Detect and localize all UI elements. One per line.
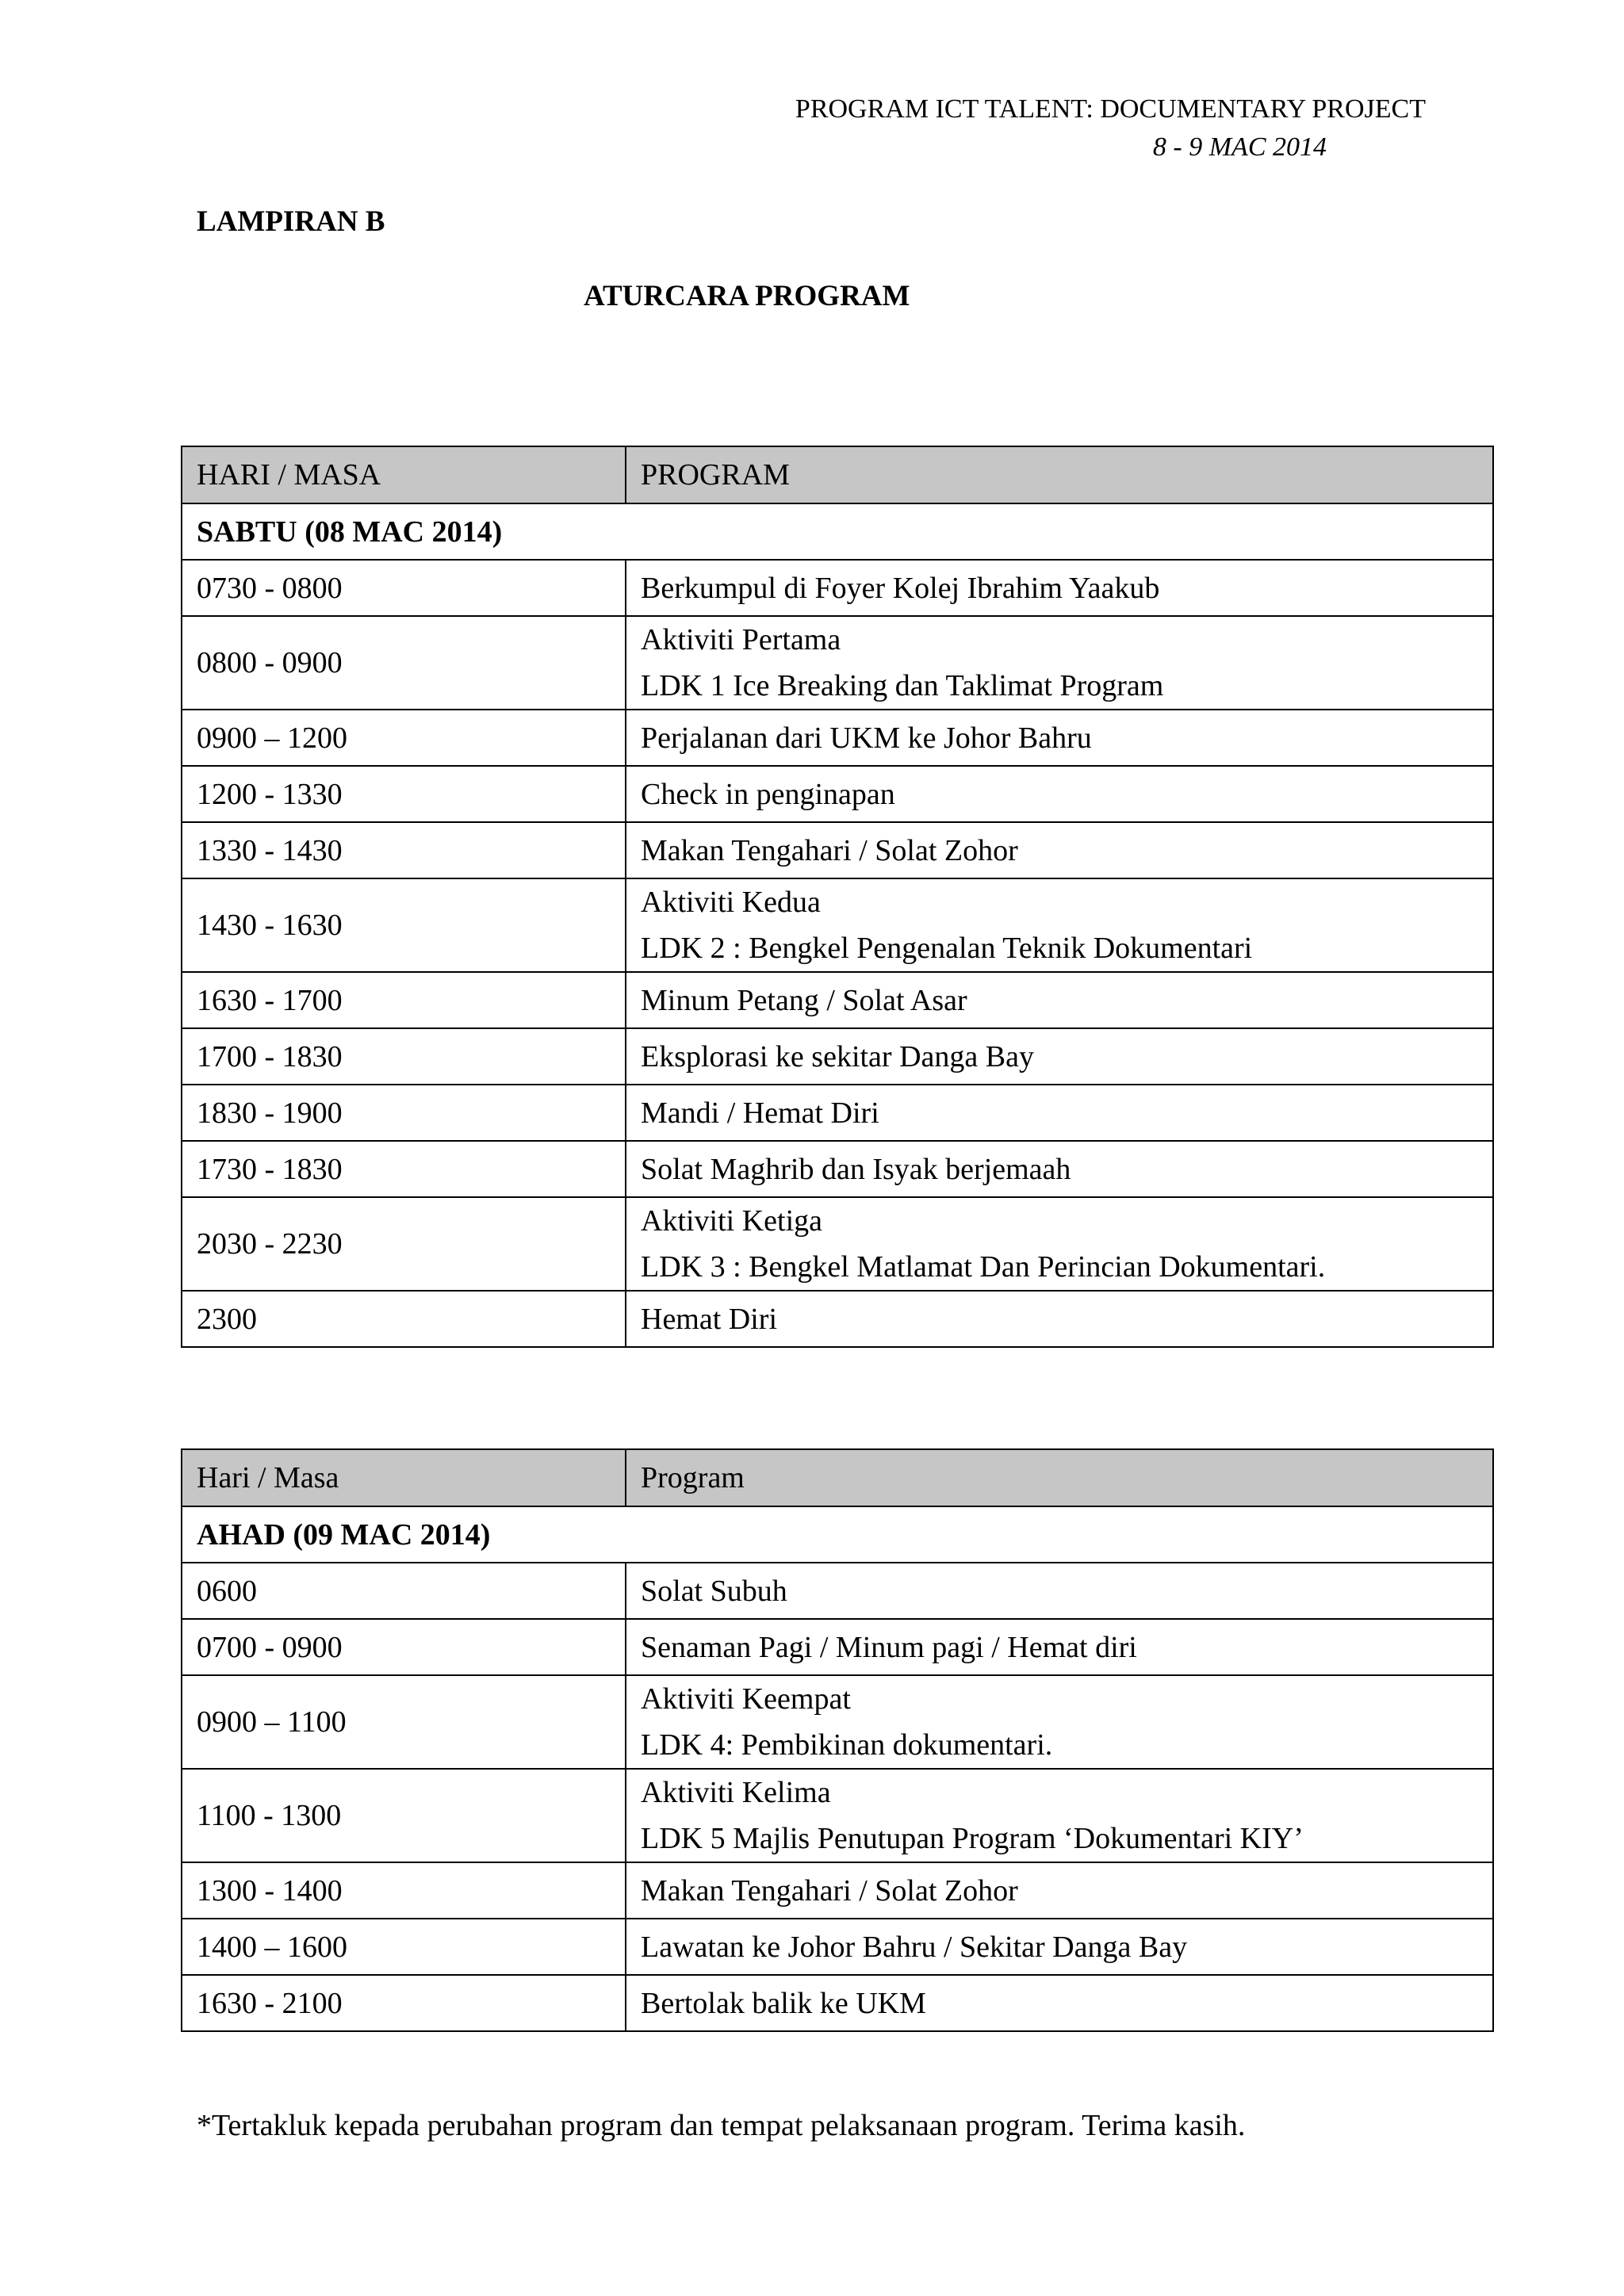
- table-row: [182, 1769, 1493, 1862]
- day-label: AHAD (09 MAC 2014): [182, 1506, 1493, 1563]
- header-date: 8 - 9 MAC 2014: [1152, 132, 1327, 162]
- program-line: LDK 5 Majlis Penutupan Program ‘Dokumentari KIY’: [641, 1822, 1304, 1855]
- column-header-time: Hari / Masa: [182, 1449, 626, 1506]
- table-row: [182, 1028, 1493, 1085]
- table-row: [182, 1862, 1493, 1919]
- program-cell: [626, 1675, 1493, 1769]
- time-cell: 1330 - 1430: [182, 822, 626, 878]
- table-row: [182, 1919, 1493, 1975]
- program-cell: Eksplorasi ke sekitar Danga Bay: [626, 1028, 1493, 1085]
- table-row: [182, 1291, 1493, 1347]
- time-cell: 1400 – 1600: [182, 1919, 626, 1975]
- appendix-label: LAMPIRAN B: [197, 205, 385, 238]
- program-cell: [626, 878, 1493, 972]
- program-line: Aktiviti Kelima: [641, 1776, 831, 1809]
- program-cell: Perjalanan dari UKM ke Johor Bahru: [626, 710, 1493, 766]
- table-row: [182, 822, 1493, 878]
- time-cell: 1630 - 1700: [182, 972, 626, 1028]
- program-cell: Berkumpul di Foyer Kolej Ibrahim Yaakub: [626, 560, 1493, 616]
- column-header-program: PROGRAM: [626, 446, 1493, 503]
- day-row: [182, 503, 1493, 560]
- header-title: PROGRAM ICT TALENT: DOCUMENTARY PROJECT: [795, 94, 1426, 124]
- program-line: Aktiviti Ketiga: [641, 1204, 823, 1238]
- table-row: [182, 1619, 1493, 1675]
- program-cell: Senaman Pagi / Minum pagi / Hemat diri: [626, 1619, 1493, 1675]
- table-row: [182, 1085, 1493, 1141]
- table-row: [182, 616, 1493, 710]
- column-header-time: HARI / MASA: [182, 446, 626, 503]
- program-cell: Makan Tengahari / Solat Zohor: [626, 822, 1493, 878]
- day-label: SABTU (08 MAC 2014): [182, 503, 1493, 560]
- table-row: [182, 1197, 1493, 1291]
- program-cell: Mandi / Hemat Diri: [626, 1085, 1493, 1141]
- table-row: [182, 1141, 1493, 1197]
- table-row: [182, 1563, 1493, 1619]
- program-cell: [626, 616, 1493, 710]
- time-cell: 1730 - 1830: [182, 1141, 626, 1197]
- time-cell: 0900 – 1100: [182, 1675, 626, 1769]
- table-header-row: [182, 446, 1493, 503]
- schedule-table-day-1: [181, 446, 1494, 1348]
- time-cell: 0700 - 0900: [182, 1619, 626, 1675]
- time-cell: 0800 - 0900: [182, 616, 626, 710]
- program-line: LDK 2 : Bengkel Pengenalan Teknik Dokumentari: [641, 932, 1253, 965]
- table-row: [182, 710, 1493, 766]
- program-cell: Lawatan ke Johor Bahru / Sekitar Danga Bay: [626, 1919, 1493, 1975]
- footnote: *Tertakluk kepada perubahan program dan tempat pelaksanaan program. Terima kasih.: [197, 2109, 1246, 2142]
- column-header-program: Program: [626, 1449, 1493, 1506]
- program-line: LDK 3 : Bengkel Matlamat Dan Perincian Dokumentari.: [641, 1250, 1326, 1284]
- program-cell: Check in penginapan: [626, 766, 1493, 822]
- table-row: [182, 1675, 1493, 1769]
- table-row: [182, 1975, 1493, 2031]
- time-cell: 1100 - 1300: [182, 1769, 626, 1862]
- time-cell: 1300 - 1400: [182, 1862, 626, 1919]
- program-line: LDK 1 Ice Breaking dan Taklimat Program: [641, 669, 1164, 702]
- time-cell: 1830 - 1900: [182, 1085, 626, 1141]
- program-cell: [626, 1769, 1493, 1862]
- time-cell: 1700 - 1830: [182, 1028, 626, 1085]
- time-cell: 0600: [182, 1563, 626, 1619]
- time-cell: 0900 – 1200: [182, 710, 626, 766]
- program-line: LDK 4: Pembikinan dokumentari.: [641, 1728, 1053, 1762]
- program-cell: Bertolak balik ke UKM: [626, 1975, 1493, 2031]
- time-cell: 1430 - 1630: [182, 878, 626, 972]
- table-row: [182, 972, 1493, 1028]
- document-title: ATURCARA PROGRAM: [584, 280, 910, 312]
- program-cell: Solat Subuh: [626, 1563, 1493, 1619]
- program-cell: Minum Petang / Solat Asar: [626, 972, 1493, 1028]
- time-cell: 2300: [182, 1291, 626, 1347]
- program-cell: Makan Tengahari / Solat Zohor: [626, 1862, 1493, 1919]
- table-header-row: [182, 1449, 1493, 1506]
- program-cell: Solat Maghrib dan Isyak berjemaah: [626, 1141, 1493, 1197]
- day-row: [182, 1506, 1493, 1563]
- program-line: Aktiviti Keempat: [641, 1682, 851, 1716]
- table-row: [182, 878, 1493, 972]
- program-line: Aktiviti Kedua: [641, 886, 821, 919]
- time-cell: 1200 - 1330: [182, 766, 626, 822]
- time-cell: 1630 - 2100: [182, 1975, 626, 2031]
- program-cell: [626, 1197, 1493, 1291]
- time-cell: 2030 - 2230: [182, 1197, 626, 1291]
- table-row: [182, 560, 1493, 616]
- program-line: Aktiviti Pertama: [641, 623, 841, 656]
- program-cell: Hemat Diri: [626, 1291, 1493, 1347]
- table-row: [182, 766, 1493, 822]
- schedule-table-day-2: [181, 1448, 1494, 2032]
- time-cell: 0730 - 0800: [182, 560, 626, 616]
